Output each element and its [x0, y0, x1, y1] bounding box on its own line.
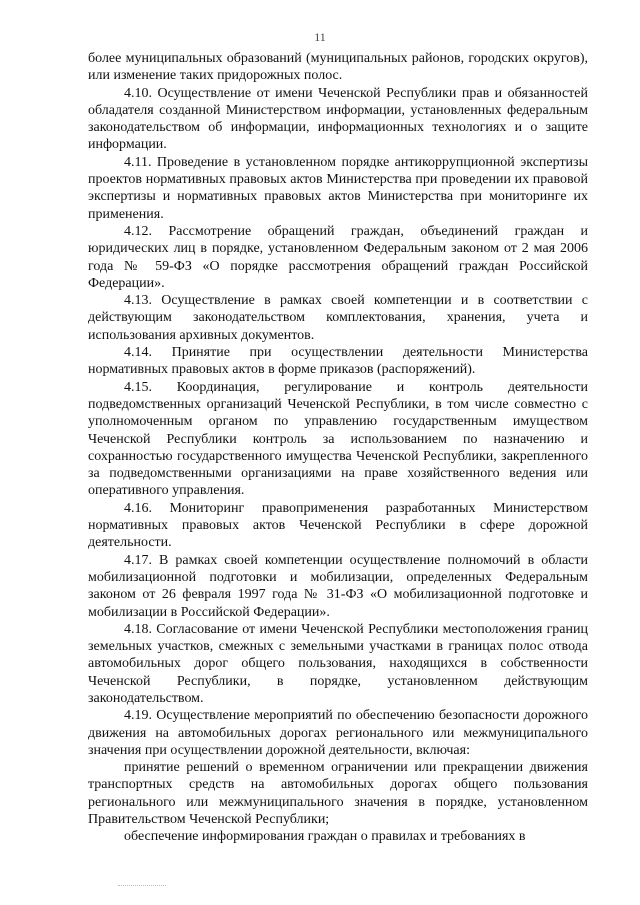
paragraph-4-19-item-1: принятие решений о временном ограничении или прекращении движения транспортных средств на автомобильных дорогах общего пользования регионального или межмуниципального значения в порядке, установленном Правительством Чеченской Республики; — [88, 760, 588, 828]
paragraph-4-18: 4.18. Согласование от имени Чеченской Республики местоположения границ земельных участков, смежных с земельными участками в границах полос отвода автомобильных дорог общего пользования, находящихся в собственности Чеченской Республики, в порядке, установленном действующим законодательством. — [88, 621, 588, 706]
document-body — [88, 50, 588, 846]
paragraph-4-19-item-2: обеспечение информирования граждан о правилах и требованиях в — [124, 829, 526, 845]
paragraph-4-13: 4.13. Осуществление в рамках своей компетенции и в соответствии с действующим законодательством комплектования, хранения, учета и использования архивных документов. — [88, 293, 588, 343]
paragraph-continuation: более муниципальных образований (муниципальных районов, городских округов), или изменение таких придорожных полос. — [88, 51, 588, 84]
paragraph-4-12: 4.12. Рассмотрение обращений граждан, объединений граждан и юридических лиц в порядке, установленном Федеральным законом от 2 мая 2006 года № 59-ФЗ «О порядке рассмотрения обращений граждан Российской Федерации». — [88, 223, 588, 291]
paragraph-4-16: 4.16. Мониторинг правоприменения разработанных Министерством нормативных правовых актов Чеченской Республики в сфере дорожной деятельности. — [88, 500, 588, 551]
paragraph-4-14: 4.14. Принятие при осуществлении деятельности Министерства нормативных правовых актов в форме приказов (распоряжений). — [88, 345, 588, 378]
paragraph-4-15: 4.15. Координация, регулирование и контроль деятельности подведомственных организаций Чеченской Республики, в том числе совместно с уполномоченным органом по управлению государственным имуществом Чеченской Республики контроль за использованием по назначению и сохранностью государственного имущества Чеченской Республики, закрепленного за подведомственными организациями на праве хозяйственного ведения или оперативного управления. — [88, 379, 588, 499]
paragraph-4-17: 4.17. В рамках своей компетенции осуществление полномочий в области мобилизационной подготовки и мобилизации, определенных Федеральным законом от 26 февраля 1997 года № 31-ФЗ «О мобилизационной подготовке и мобилизации в Российской Федерации». — [88, 552, 588, 620]
scan-artifact — [118, 885, 166, 889]
paragraph-4-11: 4.11. Проведение в установленном порядке антикоррупционной экспертизы проектов нормативных правовых актов Министерства при проведении их правовой экспертизы и нормативных правовых актов Министерства при мониторинге их применения. — [88, 154, 588, 222]
paragraph-4-10: 4.10. Осуществление от имени Чеченской Республики прав и обязанностей обладателя созданной Министерством информации, установленных федеральным законодательством об информации, информационных технологиях и о защите информации. — [88, 85, 588, 153]
paragraph-4-19: 4.19. Осуществление мероприятий по обеспечению безопасности дорожного движения на автомобильных дорогах регионального или межмуниципального значения при осуществлении дорожной деятельности, включая: — [88, 708, 588, 758]
page-number: 11 — [314, 30, 326, 44]
